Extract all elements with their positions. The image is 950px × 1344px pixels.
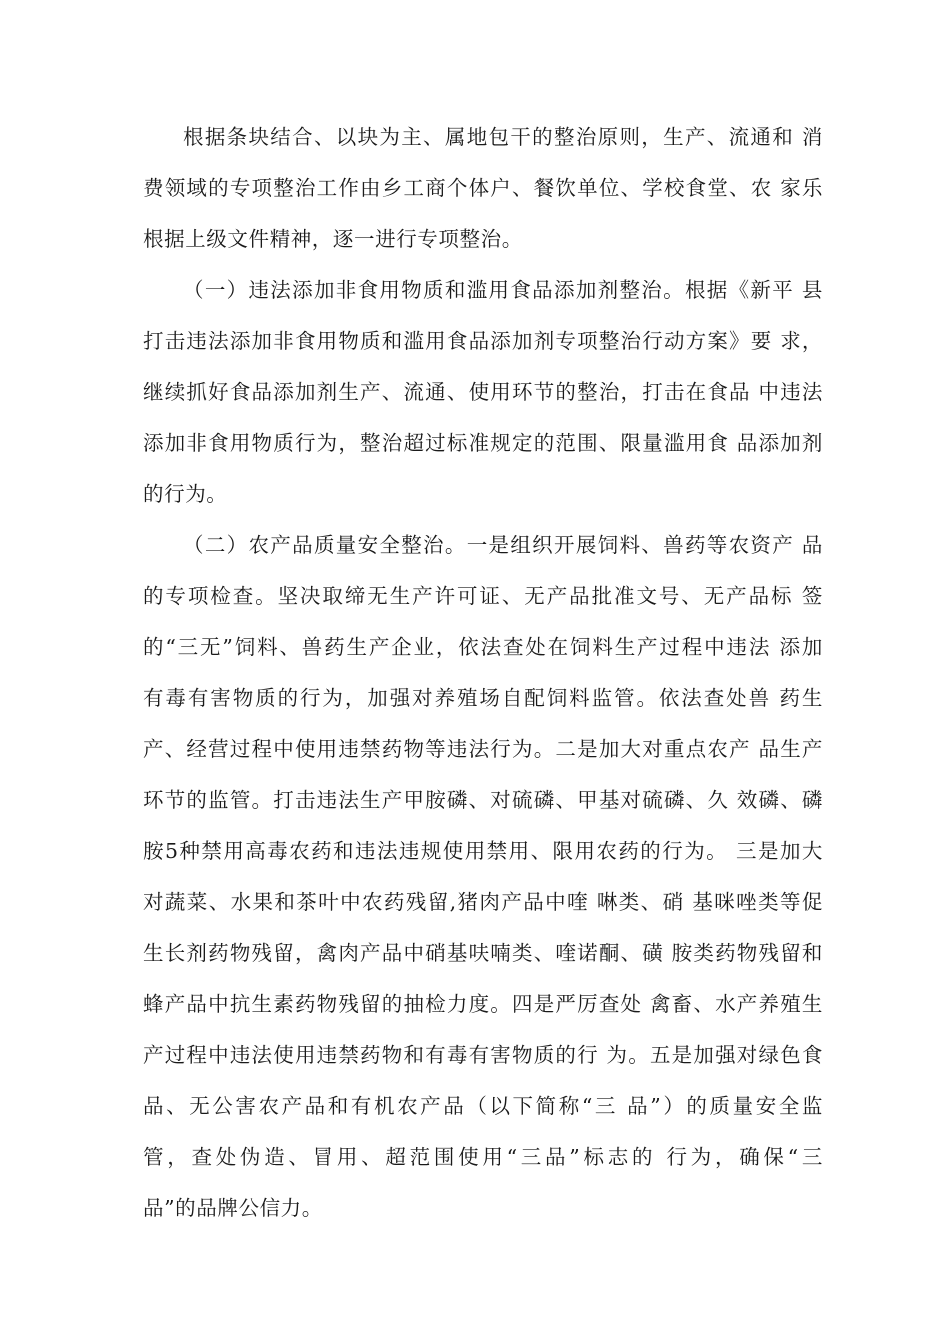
- paragraph-3-line-7: 胺5种禁用高毒农药和违法违规使用禁用、限用农药的行为。 三是加大: [143, 839, 823, 863]
- paragraph-3-line-9: 生长剂药物残留，禽肉产品中硝基呋喃类、喹诺酮、磺 胺类药物残留和: [143, 941, 823, 965]
- paragraph-3-line-3: 的“三无”饲料、兽药生产企业，依法查处在饲料生产过程中违法 添加: [143, 635, 823, 659]
- paragraph-3-line-14: 品”的品牌公信力。: [143, 1196, 323, 1220]
- paragraph-2-line-4: 添加非食用物质行为，整治超过标准规定的范围、限量滥用食 品添加剂: [143, 431, 823, 455]
- paragraph-3-line-11: 产过程中违法使用违禁药物和有毒有害物质的行 为。五是加强对绿色食: [143, 1043, 823, 1067]
- paragraph-3-line-1: （二）农产品质量安全整治。一是组织开展饲料、兽药等农资产 品: [183, 533, 823, 557]
- paragraph-1-line-3: 根据上级文件精神，逐一进行专项整治。: [143, 227, 523, 251]
- paragraph-2-line-5: 的行为。: [143, 482, 228, 506]
- paragraph-3-line-8: 对蔬菜、水果和茶叶中农药残留,猪肉产品中喹 啉类、硝 基咪唑类等促: [143, 890, 823, 914]
- paragraph-3-line-6: 环节的监管。打击违法生产甲胺磷、对硫磷、甲基对硫磷、久 效磷、磷: [143, 788, 823, 812]
- paragraph-3-line-2: 的专项检查。坚决取缔无生产许可证、无产品批准文号、无产品标 签: [143, 584, 823, 608]
- paragraph-3-line-10: 蜂产品中抗生素药物残留的抽检力度。四是严厉查处 禽畜、水产养殖生: [143, 992, 823, 1016]
- paragraph-2-line-1: （一）违法添加非食用物质和滥用食品添加剂整治。根据《新平 县: [183, 278, 823, 302]
- paragraph-2-line-2: 打击违法添加非食用物质和滥用食品添加剂专项整治行动方案》要 求，: [143, 329, 823, 353]
- paragraph-3-line-13: 管，查处伪造、冒用、超范围使用“三品”标志的 行为，确保“三: [143, 1145, 823, 1169]
- paragraph-1-line-1: 根据条块结合、以块为主、属地包干的整治原则，生产、流通和 消: [183, 125, 823, 149]
- paragraph-3-line-12: 品、无公害农产品和有机农产品（以下简称“三 品”）的质量安全监: [143, 1094, 823, 1118]
- paragraph-3-line-4: 有毒有害物质的行为，加强对养殖场自配饲料监管。依法查处兽 药生: [143, 686, 823, 710]
- paragraph-3-line-5: 产、经营过程中使用违禁药物等违法行为。二是加大对重点农产 品生产: [143, 737, 823, 761]
- paragraph-1-line-2: 费领域的专项整治工作由乡工商个体户、餐饮单位、学校食堂、农 家乐: [143, 176, 823, 200]
- paragraph-2-line-3: 继续抓好食品添加剂生产、流通、使用环节的整治，打击在食品 中违法: [143, 380, 823, 404]
